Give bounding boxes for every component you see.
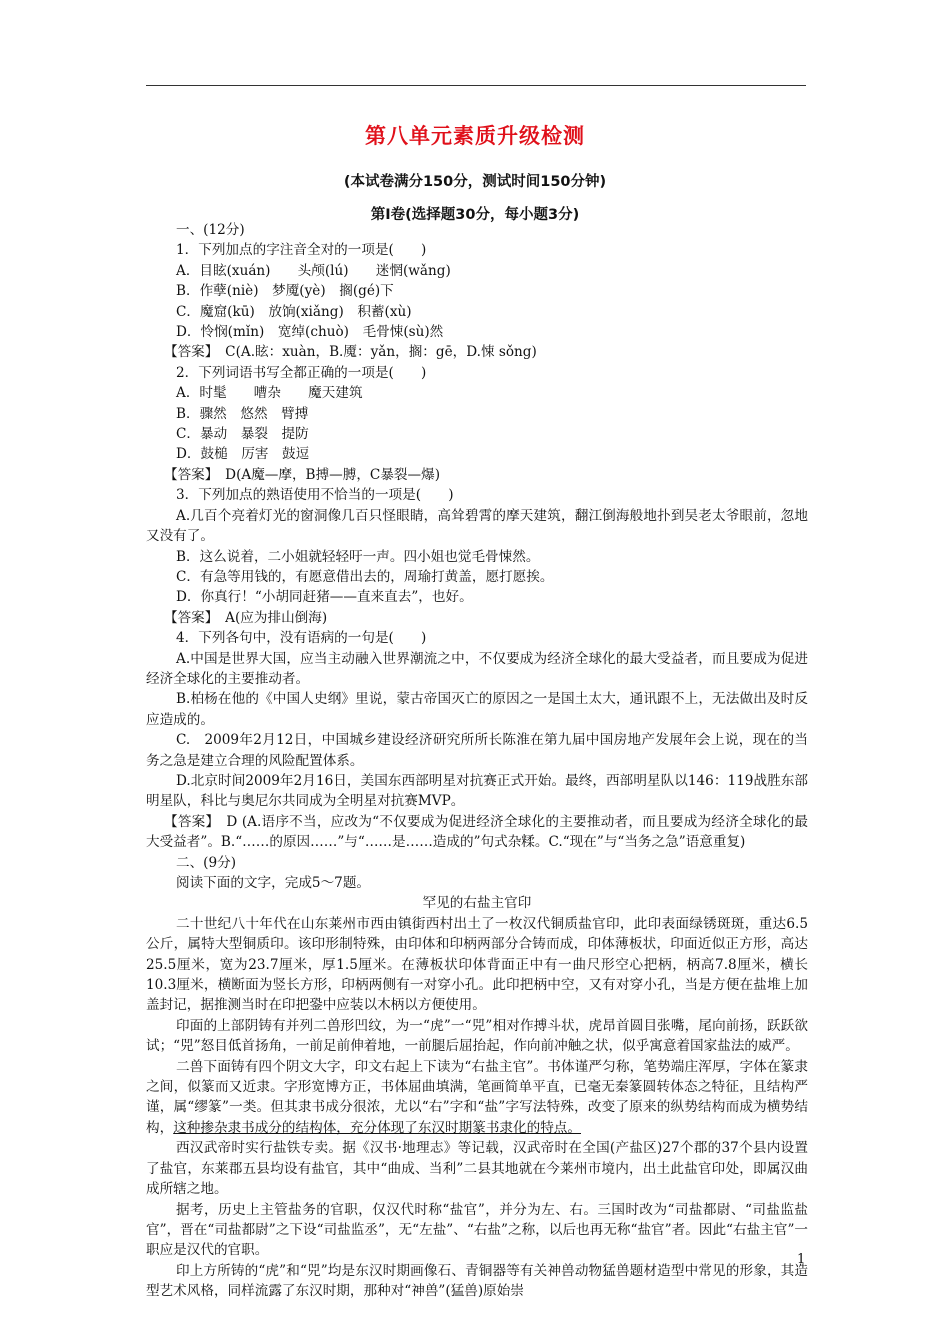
reading-instruction: 阅读下面的文字，完成5～7题。 — [176, 875, 371, 891]
header-rule — [146, 85, 806, 86]
q1-option-b: B．作孽(niè) 梦魇(yè) 搁(gé)下 — [176, 283, 394, 300]
paragraph-text: 二兽下面铸有四个阴文大字，印文右起上下读为“右盐主官”。书体谨严匀称，笔势端庄浑厚，字体在篆隶之间，似篆而又近隶。字形宽博方正，书体屈曲填满，笔画简单平直，已毫无秦篆圆转体态之特征，且结构严谨，属“缪篆”一类。但其隶书成分很浓，尤以“右”字和“盐”字写法特殊，改变了原来的纵势结构而成为横势结构， — [146, 1058, 808, 1136]
q1-option-d: D．怜悯(mǐn) 宽绰(chuò) 毛骨悚(sù)然 — [176, 324, 444, 341]
q4-option-c: C. 2009年2月12日，中国城乡建设经济研究所所长陈淮在第九届中国房地产发展年会上说，现在的当务之急是建立合理的风险配置体系。 — [146, 732, 808, 769]
section-label: 二、(9分) — [176, 854, 237, 871]
q1-answer: 【答案】 C(A.眩：xuàn，B.魇：yǎn，搁：gē，D.悚 sǒng) — [164, 344, 537, 361]
document-body — [146, 220, 808, 1302]
q4-option-d: D.北京时间2009年2月16日，美国东西部明星对抗赛正式开始。最终，西部明星队以146：119战胜东部明星队，科比与奥尼尔共同成为全明星对抗赛MVP。 — [146, 772, 808, 810]
q3-option-a: A.几百个亮着灯光的窗洞像几百只怪眼睛，高耸碧霄的摩天建筑，翻江倒海般地扑到吴老太爷眼前，忽地又没有了。 — [146, 507, 808, 545]
q4-option-b: B.柏杨在他的《中国人史纲》里说，蒙古帝国灭亡的原因之一是国土太大，通讯跟不上，无法做出及时反应造成的。 — [146, 691, 808, 728]
passage-paragraph — [146, 1057, 808, 1139]
passage-paragraph: 印面的上部阴铸有并列二兽形凹纹，为一“虎”一“兕”相对作搏斗状，虎昂首圆目张嘴，尾向前扬，跃跃欲试；“兕”怒目低首扬角，一前足前伸着地，一前腿后屈抬起，作向前冲触之状，似乎寓意着国家盐法的威严。 — [146, 1017, 808, 1055]
section-heading: 第Ⅰ卷(选择题30分，每小题3分) — [370, 207, 580, 223]
question-2-stem: 2．下列词语书写全都正确的一项是( ) — [176, 364, 427, 381]
question-1-stem: 1．下列加点的字注音全对的一项是( ) — [176, 242, 427, 259]
q3-option-c: C．有急等用钱的，有愿意借出去的，周瑜打黄盖，愿打愿挨。 — [176, 568, 554, 585]
passage-paragraph: 二十世纪八十年代在山东莱州市西由镇街西村出土了一枚汉代铜质盐官印，此印表面绿锈斑斑，重达6.5公斤，属特大型铜质印。该印形制特殊，由印体和印柄两部分合铸而成，印体薄板状，印面近似正方形，高达25.5厘米，宽为23.7厘米，厚1.5厘米。在薄板状印体背面正中有一曲尺形空心把柄，柄高7.8厘米，横长10.3厘米，横断面为竖长方形，印柄两侧有一对穿小孔。此印把柄中空，又有对穿小孔，当是方便在盐堆上加盖封记，据推测当时在印把銎中应装以木柄以方便使用。 — [146, 915, 808, 1014]
q3-option-b: B．这么说着，二小姐就轻轻吁一声。四小姐也觉毛骨悚然。 — [176, 548, 540, 565]
page-number: 1 — [797, 1252, 806, 1267]
q2-option-b: B．骤然 悠然 臂搏 — [176, 405, 309, 422]
q3-option-d: D．你真行！“小胡同赶猪——直来直去”，也好。 — [176, 589, 473, 606]
exam-info: (本试卷满分150分，测试时间150分钟) — [343, 174, 607, 190]
q1-option-a: A．目眩(xuán) 头颅(lú) 迷惘(wǎng) — [176, 262, 451, 279]
q1-option-c: C．魔窟(kū) 放饷(xiǎng) 积蓄(xù) — [176, 303, 412, 320]
q4-option-a: A.中国是世界大国，应当主动融入世界潮流之中，不仅要成为经济全球化的最大受益者，而且要成为促进经济全球化的主要推动者。 — [146, 650, 808, 687]
q3-answer: 【答案】 A(应为排山倒海) — [164, 609, 328, 626]
q2-option-a: A．时髦 嘈杂 魔天建筑 — [176, 385, 363, 402]
passage-paragraph: 西汉武帝时实行盐铁专卖。据《汉书·地理志》等记载，汉武帝时在全国(产盐区)27个郡的37个县内设置了盐官，东莱郡五县均设有盐官，其中“曲成、当利”二县其地就在今莱州市境内，出土此盐官印处，即属汉曲成所辖之地。 — [146, 1140, 808, 1198]
question-4-stem: 4．下列各句中，没有语病的一句是( ) — [176, 630, 427, 647]
q2-answer: 【答案】 D(A魔—摩，B搏—膊，C暴裂—爆) — [164, 466, 441, 483]
q2-option-c: C．暴动 暴裂 提防 — [176, 426, 309, 443]
question-3-stem: 3．下列加点的熟语使用不恰当的一项是( ) — [176, 487, 454, 504]
underlined-sentence: 这种掺杂隶书成分的结构体，充分体现了东汉时期篆书隶化的特点。 — [173, 1119, 581, 1136]
section-label: 一、(12分) — [176, 222, 245, 238]
passage-paragraph: 印上方所铸的“虎”和“兕”均是东汉时期画像石、青铜器等有关神兽动物猛兽题材造型中常见的形象，其造型艺术风格，同样流露了东汉时期，那种对“神兽”(猛兽)原始崇 — [146, 1262, 808, 1300]
page-title: 第八单元素质升级检测 — [365, 124, 585, 148]
q2-option-d: D．鼓槌 厉害 鼓逗 — [176, 446, 310, 463]
passage-title: 罕见的右盐主官印 — [422, 895, 532, 912]
q4-answer: 【答案】 D (A.语序不当，应改为“不仅要成为促进经济全球化的主要推动者，而且要成为经济全球化的最大受益者”。B.“……的原因……”与“……是……造成的”句式杂糅。C.“现在”与“当务之急”语意重复) — [146, 813, 808, 851]
passage-paragraph: 据考，历史上主管盐务的官职，仅汉代时称“盐官”，并分为左、右。三国时改为“司盐都尉、“司盐监盐官”，晋在“司盐都尉”之下设“司盐监丞”，无“左盐”、“右盐”之称，以后也再无称“盐官”者。因此“右盐主官”一职应是汉代的官职。 — [146, 1201, 808, 1259]
